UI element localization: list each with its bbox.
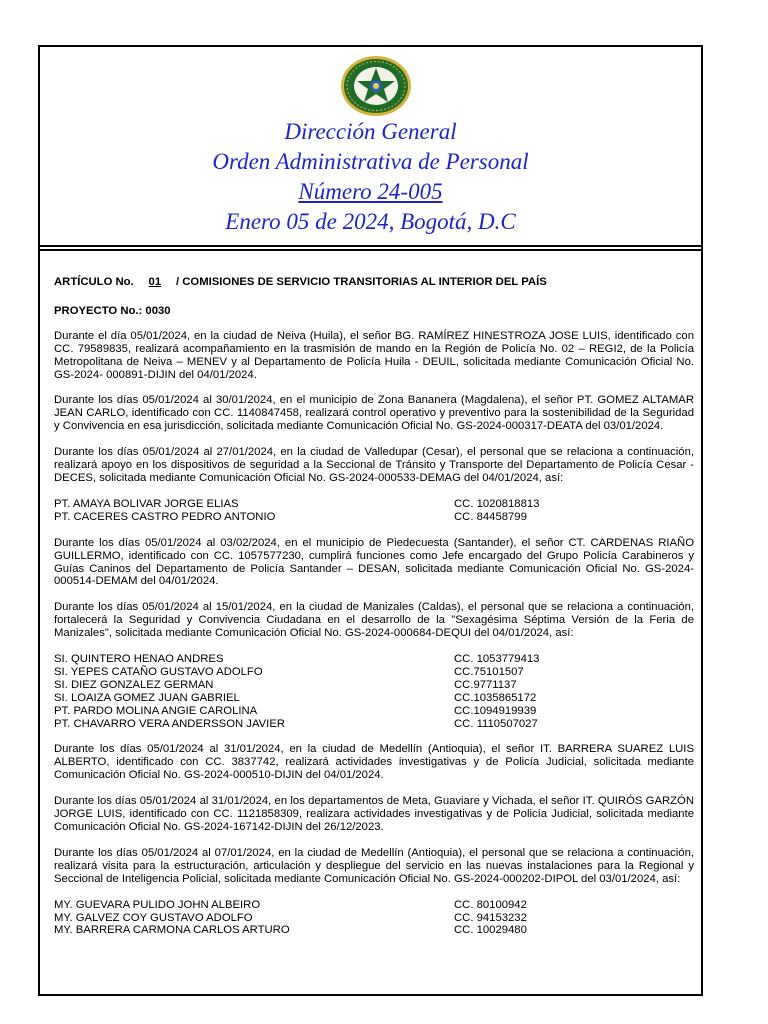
paragraph-1: Durante el día 05/01/2024, en la ciudad de Neiva (Huila), el señor BG. RAMÍREZ HINESTROZA JOSE LUIS, identificado con CC. 79589835, realizará acompañamiento en la trasmisión de mando en la Región de Policía No. 02 – REGI2, de la Policía Metropolitana de Neiva – MENEV y al Departamento de Policía Huila - DEUIL, solicitada mediante Comunicación Oficial No. GS-2024- 000891-DIJIN del 04/01/2024. [54, 329, 694, 381]
personnel-row [54, 666, 694, 679]
personnel-id: CC. 94153232 [454, 911, 527, 924]
personnel-id: CC.1094919939 [454, 704, 537, 717]
personnel-id: CC. 1110507027 [454, 717, 538, 730]
article-title: / COMISIONES DE SERVICIO TRANSITORIAS AL INTERIOR DEL PAÍS [175, 276, 547, 288]
personnel-name: PT. CHAVARRO VERA ANDERSSON JAVIER [54, 717, 286, 730]
personnel-row [54, 511, 694, 524]
personnel-row [54, 653, 694, 666]
personnel-row [54, 498, 694, 511]
personnel-id: CC.9771137 [454, 678, 517, 691]
personnel-id: CC.75101507 [454, 665, 524, 678]
paragraph-8: Durante los días 05/01/2024 al 07/01/2024, en la ciudad de Medellín (Antioquia), el personal que se relaciona a continuación, realizará visita para la estructuración, articulación y despliegue del servicio en las nuevas instalaciones para la Regional y Seccional de Inteligencia Policial, solicitada mediante Comunicación Oficial No. GS-2024-000202-DIPOL del 03/01/2024, así: [54, 846, 694, 885]
personnel-row [54, 924, 694, 937]
personnel-list-3 [54, 899, 694, 938]
personnel-id: CC. 1053779413 [454, 653, 540, 666]
paragraph-7: Durante los días 05/01/2024 al 31/01/2024, en los departamentos de Meta, Guaviare y Vichada, el señor IT. QUIRÓS GARZÓN JORGE LUIS, identificado con CC. 1121858309, realizara actividades investigativas y de Policía Judicial, solicitada mediante Comunicación Oficial No. GS-2024-167142-DIJIN del 26/12/2023. [54, 795, 694, 833]
document-header [40, 47, 701, 245]
paragraph-5: Durante los días 05/01/2024 al 15/01/2024, en la ciudad de Manizales (Caldas), el personal que se relaciona a continuación, fortalecerá la Seguridad y Convivencia Ciudadana en el desarrollo de la "Sexagésima Séptima Versión de la Feria de Manizales", solicitada mediante Comunicación Oficial No. GS-2024-000684-DEQUI del 04/01/2024, así: [54, 601, 694, 640]
personnel-name: MY. GALVEZ COY GUSTAVO ADOLFO [54, 911, 253, 924]
document-frame [38, 45, 703, 996]
personnel-id: CC. 10029480 [454, 924, 527, 937]
header-rule-top [40, 245, 701, 247]
personnel-name: SI. YEPES CATAÑO GUSTAVO ADOLFO [54, 665, 263, 678]
personnel-name: SI. DIEZ GONZALEZ GERMAN [54, 678, 214, 691]
personnel-name: SI. LOAIZA GOMEZ JUAN GABRIEL [54, 691, 240, 704]
paragraph-2: Durante los días 05/01/2024 al 30/01/2024, en el municipio de Zona Bananera (Magdalena), el señor PT. GOMEZ ALTAMAR JEAN CARLO, identificado con CC. 1140847458, realizará control operativo y preventivo para la sostenibilidad de la Seguridad y Convivencia en esa jurisdicción, solicitada mediante Comunicación Oficial No. GS-2024-000317-DEATA del 03/01/2024. [54, 394, 694, 433]
article-number: 01 [148, 276, 162, 288]
personnel-list-1 [54, 498, 694, 524]
title-block [40, 117, 701, 237]
personnel-name: SI. QUINTERO HENAO ANDRES [54, 653, 224, 666]
article-heading [54, 276, 694, 289]
personnel-id: CC. 80100942 [454, 898, 527, 911]
personnel-list-2 [54, 653, 694, 730]
paragraph-4: Durante los días 05/01/2024 al 03/02/2024, en el municipio de Piedecuesta (Santander), el señor CT. CARDENAS RIAÑO GUILLERMO, identificado con CC. 1057577230, cumplirá funciones como Jefe encargado del Grupo Policía Carabineros y Guías Caninos del Departamento de Policía Santander – DESAN, solicitada mediante Comunicación Oficial No. GS-2024-000514-DEMAM del 04/01/2024. [54, 536, 694, 588]
paragraph-3: Durante los días 05/01/2024 al 27/01/2024, en la ciudad de Valledupar (Cesar), el personal que se relaciona a continuación, realizará apoyo en los dispositivos de seguridad a la Seccional de Tránsito y Transporte del Departamento de Policía Cesar - DECES, solicitada mediante Comunicación Oficial No. GS-2024-000533-DEMAG del 04/01/2024, así: [54, 446, 694, 484]
title-line-4: Enero 05 de 2024, Bogotá, D.C [225, 209, 516, 234]
article-prefix: ARTÍCULO No. [54, 276, 134, 288]
document-body [54, 276, 694, 950]
personnel-id: CC. 84458799 [454, 510, 527, 523]
personnel-name: PT. PARDO MOLINA ANGIE CAROLINA [54, 704, 258, 717]
title-line-2: Orden Administrativa de Personal [212, 149, 529, 174]
personnel-row [54, 679, 694, 692]
personnel-id: CC.1035865172 [454, 691, 537, 704]
personnel-name: PT. AMAYA BOLIVAR JORGE ELIAS [54, 497, 239, 510]
personnel-name: MY. GUEVARA PULIDO JOHN ALBEIRO [54, 898, 261, 911]
personnel-row [54, 692, 694, 705]
personnel-row [54, 912, 694, 925]
project-number: PROYECTO No.: 0030 [54, 304, 171, 317]
police-seal-icon [340, 55, 412, 117]
personnel-name: MY. BARRERA CARMONA CARLOS ARTURO [54, 924, 290, 937]
personnel-id: CC. 1020818813 [454, 497, 540, 510]
personnel-row [54, 705, 694, 718]
paragraph-6: Durante los días 05/01/2024 al 31/01/2024, en la ciudad de Medellín (Antioquia), el señor IT. BARRERA SUAREZ LUIS ALBERTO, identificado con CC. 3837742, realizará actividades investigativas y de Policía Judicial, solicitada mediante Comunicación Oficial No. GS-2024-000510-DIJIN del 04/01/2024. [54, 743, 694, 782]
title-line-1: Dirección General [284, 119, 457, 144]
personnel-row [54, 718, 694, 731]
header-rule-bottom [40, 249, 701, 251]
personnel-name: PT. CACERES CASTRO PEDRO ANTONIO [54, 510, 276, 523]
title-line-3: Número 24-005 [298, 179, 443, 204]
personnel-row [54, 899, 694, 912]
